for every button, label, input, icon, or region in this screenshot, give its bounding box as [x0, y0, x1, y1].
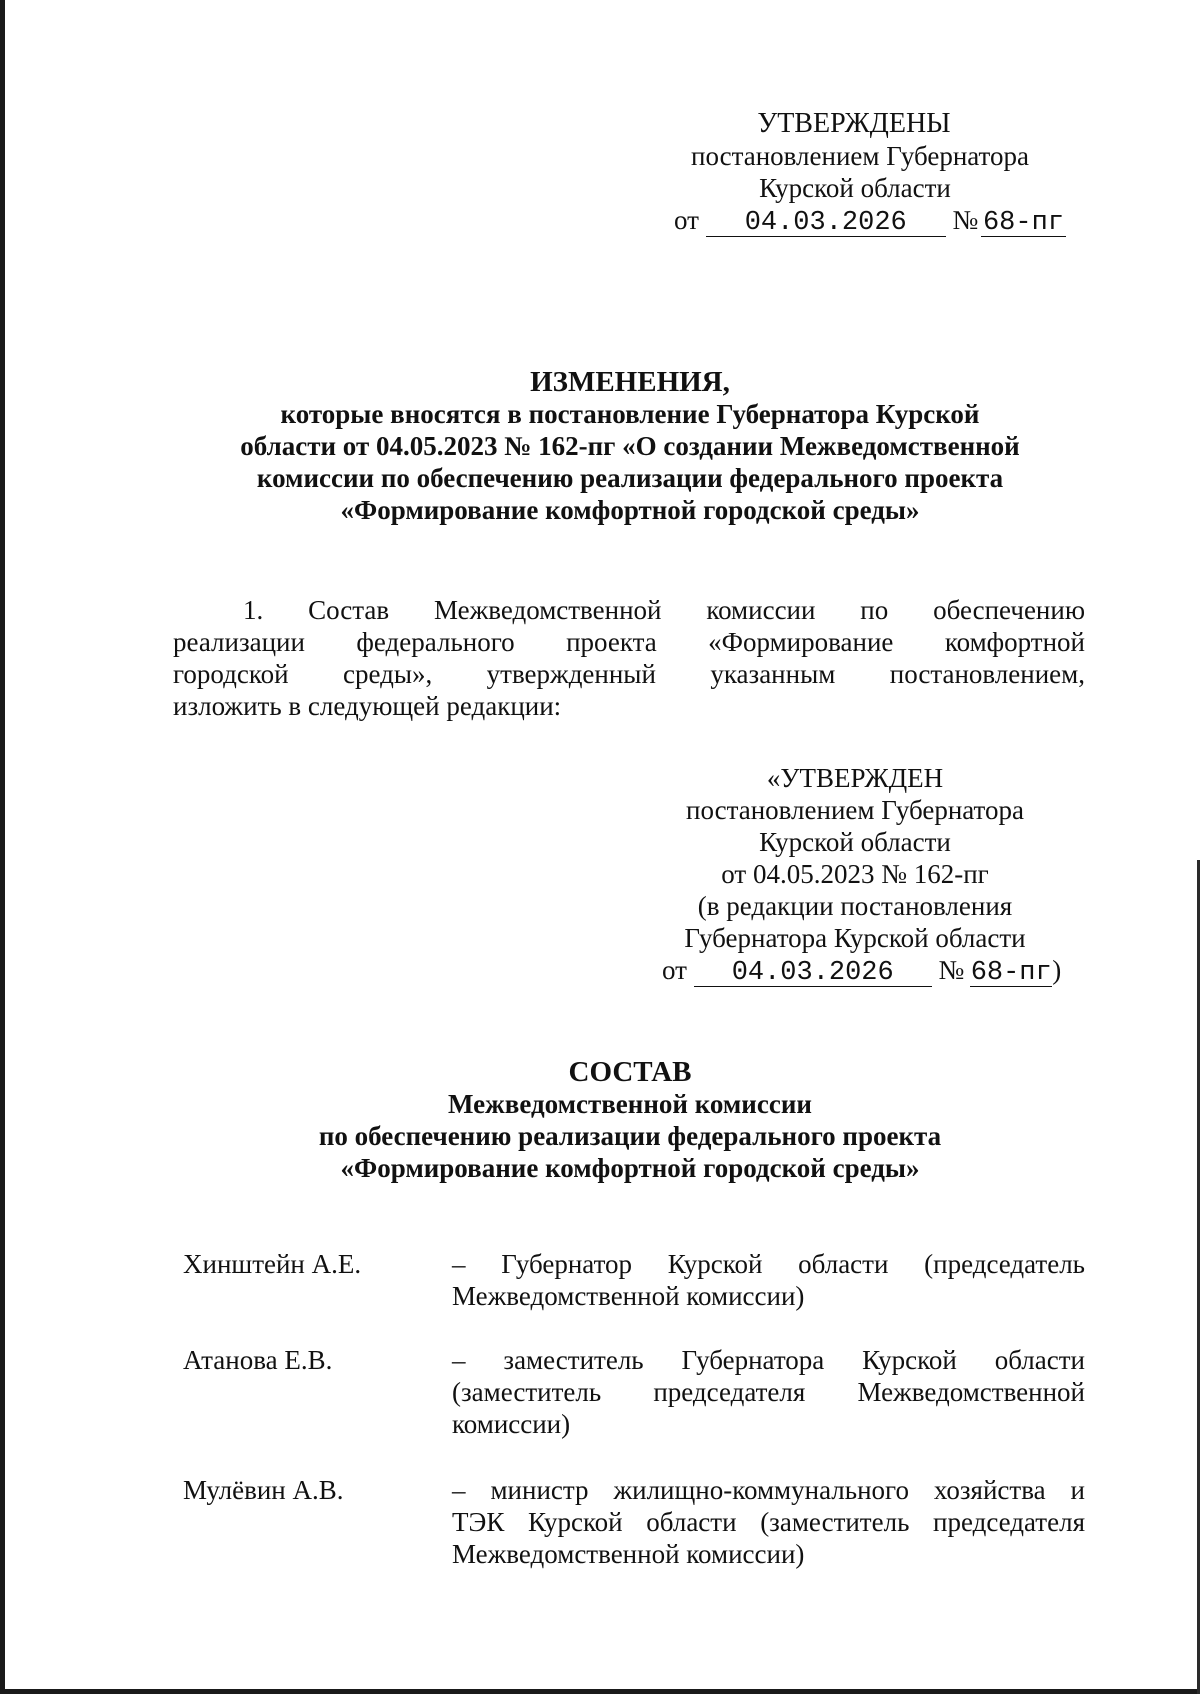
- number-prefix: №: [952, 205, 979, 235]
- number-prefix: №: [938, 955, 965, 985]
- approval-date-line: [662, 954, 1060, 987]
- decree-number: 68-пг: [982, 208, 1064, 238]
- approval-block-top: [650, 108, 1070, 237]
- date-prefix: от: [662, 955, 687, 985]
- member-role-line: ТЭК Курской области (заместитель председателя: [452, 1507, 1085, 1537]
- scan-border-left: [0, 0, 5, 1694]
- member-name: Мулёвин А.В.: [183, 1475, 344, 1505]
- member-role: [452, 1248, 1085, 1312]
- member-name: Хинштейн А.Е.: [183, 1249, 362, 1279]
- changes-heading-line: которые вносятся в постановление Губернатора Курской: [280, 399, 980, 429]
- decree-date: 04.03.2026: [694, 960, 932, 987]
- approval-line: (в редакции постановления: [697, 891, 1013, 921]
- changes-heading: [150, 366, 1110, 526]
- member-role-line: Межведомственной комиссии): [452, 1281, 805, 1311]
- paragraph-line: изложить в следующей редакции:: [173, 691, 562, 721]
- composition-heading-line: по обеспечению реализации федерального проекта: [318, 1121, 942, 1151]
- approval-line: постановлением Губернатора: [686, 795, 1024, 825]
- paragraph-1: [173, 594, 1085, 722]
- paragraph-line: городской среды», утвержденный указанным постановлением,: [173, 659, 1085, 689]
- approval-line: Курской области: [759, 827, 951, 857]
- approval-line: от 04.05.2023 № 162-пг: [721, 859, 989, 889]
- paragraph-line: 1. Состав Межведомственной комиссии по обеспечению: [243, 595, 1085, 625]
- composition-heading: [150, 1056, 1110, 1184]
- member-role-line: – Губернатор Курской области (председатель: [452, 1249, 1085, 1279]
- paragraph-line: реализации федерального проекта «Формирование комфортной: [173, 627, 1085, 657]
- member-role-line: Межведомственной комиссии): [452, 1539, 805, 1569]
- approval-line: постановлением Губернатора: [691, 141, 1029, 171]
- changes-heading-line: комиссии по обеспечению реализации федерального проекта: [256, 463, 1004, 493]
- date-prefix: от: [674, 205, 699, 235]
- member-role-line: – заместитель Губернатора Курской области: [452, 1345, 1085, 1375]
- approval-line: Курской области: [759, 173, 951, 203]
- decree-date: 04.03.2026: [706, 210, 946, 237]
- member-role: [452, 1474, 1085, 1570]
- changes-heading-line: области от 04.05.2023 № 162-пг «О создании Межведомственной: [240, 431, 1020, 461]
- approval-title: «УТВЕРЖДЕН: [766, 763, 944, 793]
- approval-title: УТВЕРЖДЕНЫ: [757, 108, 951, 139]
- approval-line: Губернатора Курской области: [684, 923, 1026, 953]
- changes-heading-line: «Формирование комфортной городской среды»: [340, 495, 920, 525]
- member-role-line: (заместитель председателя Межведомственной: [452, 1377, 1085, 1407]
- approval-date-line: [670, 204, 1070, 237]
- closing-bracket: ): [1052, 955, 1062, 985]
- scan-border-bottom: [0, 1689, 1200, 1694]
- composition-heading-line: «Формирование комфортной городской среды»: [340, 1153, 920, 1183]
- approval-block-inner: [650, 762, 1060, 987]
- member-role-line: – министр жилищно-коммунального хозяйства и: [452, 1475, 1085, 1505]
- composition-heading-line: Межведомственной комиссии: [448, 1089, 812, 1119]
- member-name: Атанова Е.В.: [183, 1345, 333, 1375]
- member-role: [452, 1344, 1085, 1440]
- changes-title: ИЗМЕНЕНИЯ,: [530, 366, 730, 398]
- composition-title: СОСТАВ: [568, 1056, 692, 1088]
- decree-number: 68-пг: [970, 958, 1052, 988]
- member-role-line: комиссии): [452, 1409, 571, 1439]
